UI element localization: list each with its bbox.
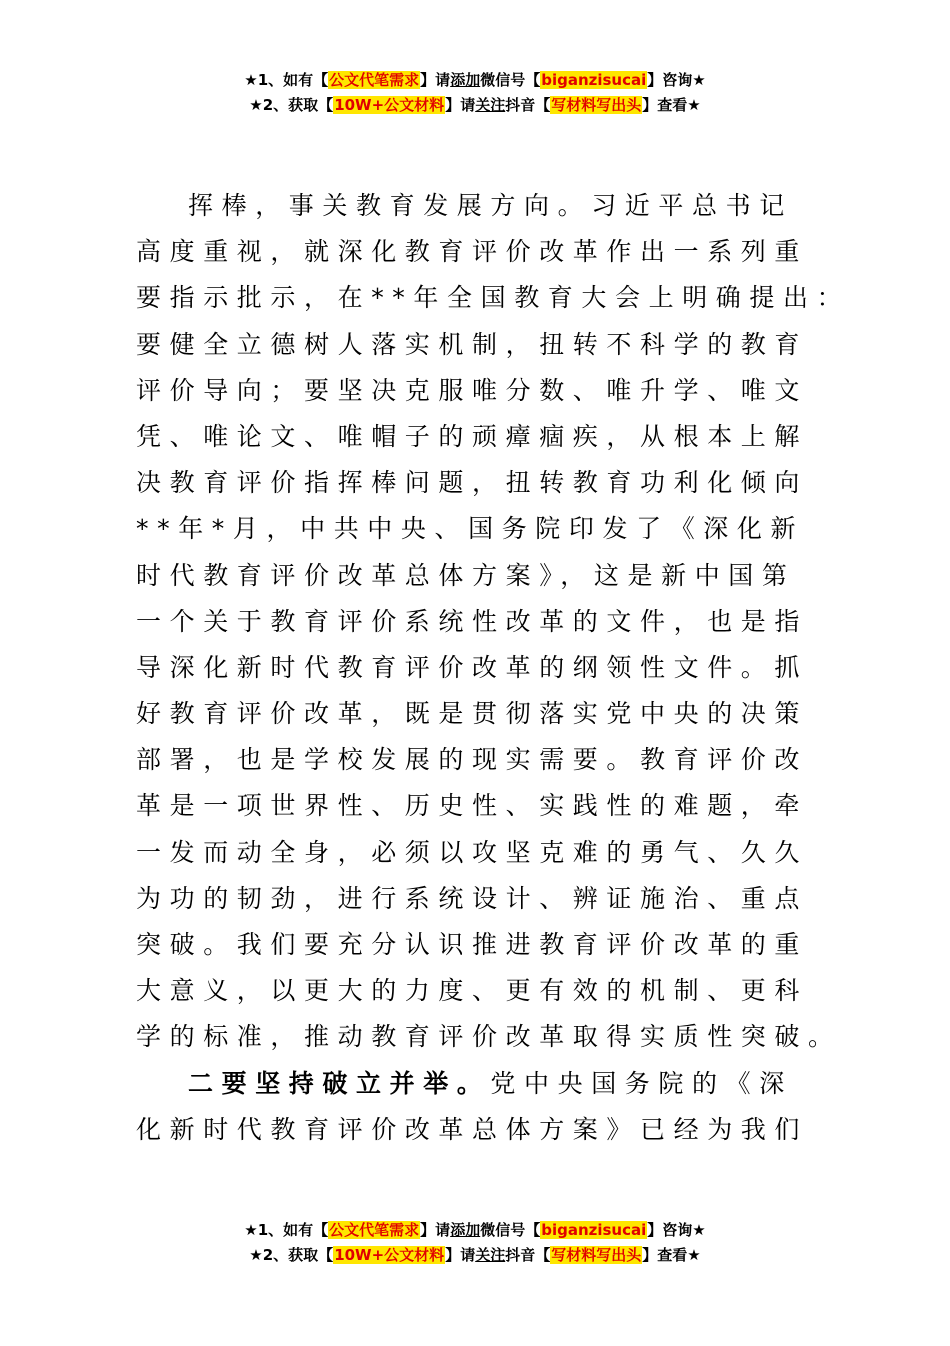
body-line: 学的标准，推动教育评价改革取得实质性突破。 bbox=[136, 1022, 842, 1052]
body-line: 突破。我们要充分认识推进教育评价改革的重 bbox=[136, 930, 809, 959]
body-line: 革是一项世界性、历史性、实践性的难题，牵 bbox=[136, 791, 809, 821]
section-heading-line bbox=[136, 1061, 856, 1107]
body-line: 评价导向；要坚决克服唯分数、唯升学、唯文 bbox=[136, 375, 809, 405]
body-line: 要指示批示，在**年全国教育大会上明确提出： bbox=[136, 283, 851, 313]
banner-text: 】请 bbox=[445, 1246, 476, 1264]
banner-text: 微信号【 bbox=[480, 71, 541, 89]
body-line: 导深化新时代教育评价改革的纲领性文件。抓 bbox=[136, 652, 809, 682]
banner-underlined: 关注 bbox=[475, 96, 506, 114]
section-heading-rest: 党中央国务院的《深 bbox=[490, 1068, 793, 1098]
banner-text: 】查看★ bbox=[642, 1246, 701, 1264]
body-line: 部署，也是学校发展的现实需要。教育评价改 bbox=[136, 745, 809, 775]
banner-line-2 bbox=[0, 1243, 950, 1268]
banner-text: ★1、如有【 bbox=[244, 71, 329, 89]
banner-line-1 bbox=[0, 68, 950, 93]
body-line: 高度重视，就深化教育评价改革作出一系列重 bbox=[136, 237, 809, 267]
header-banner bbox=[0, 68, 950, 118]
banner-highlight: 公文代笔需求 bbox=[329, 1221, 420, 1239]
banner-text: ★2、获取【 bbox=[249, 1246, 334, 1264]
banner-text: 】请 bbox=[420, 71, 451, 89]
banner-line-1 bbox=[0, 1218, 950, 1243]
body-line: 凭、唯论文、唯帽子的顽瘴痼疾，从根本上解 bbox=[136, 421, 809, 451]
banner-text: 】查看★ bbox=[642, 96, 701, 114]
banner-highlight-wechat: biganzisucai bbox=[541, 71, 647, 89]
footer-banner bbox=[0, 1218, 950, 1268]
body-line: 决教育评价指挥棒问题，扭转教育功利化倾向 bbox=[136, 468, 809, 498]
banner-text: 】请 bbox=[445, 96, 476, 114]
body-line: 一个关于教育评价系统性改革的文件，也是指 bbox=[136, 606, 809, 636]
body-line: 化新时代教育评价改革总体方案》已经为我们 bbox=[136, 1114, 809, 1144]
banner-highlight: 10W+公文材料 bbox=[334, 96, 445, 114]
document-body bbox=[136, 183, 856, 1153]
body-line: 要健全立德树人落实机制，扭转不科学的教育 bbox=[136, 329, 809, 359]
body-line: 大意义，以更大的力度、更有效的机制、更科 bbox=[136, 976, 809, 1006]
banner-highlight-douyin: 写材料写出头 bbox=[551, 96, 642, 114]
banner-line-2 bbox=[0, 93, 950, 118]
banner-underlined: 添加 bbox=[450, 71, 481, 89]
body-line: 挥棒，事关教育发展方向。习近平总书记 bbox=[188, 191, 793, 220]
banner-highlight: 公文代笔需求 bbox=[329, 71, 420, 89]
banner-highlight: 10W+公文材料 bbox=[334, 1246, 445, 1264]
banner-underlined: 关注 bbox=[475, 1246, 506, 1264]
banner-underlined: 添加 bbox=[450, 1221, 481, 1239]
body-line: **年*月，中共中央、国务院印发了《深化新 bbox=[136, 514, 805, 544]
banner-text: 抖音【 bbox=[505, 1246, 551, 1264]
banner-text: ★2、获取【 bbox=[249, 96, 334, 114]
body-line: 时代教育评价改革总体方案》，这是新中国第 bbox=[136, 560, 796, 590]
body-line: 为功的韧劲，进行系统设计、辨证施治、重点 bbox=[136, 883, 809, 913]
banner-highlight-douyin: 写材料写出头 bbox=[551, 1246, 642, 1264]
banner-text: 微信号【 bbox=[480, 1221, 541, 1239]
section-heading: 二要坚持破立并举。 bbox=[188, 1068, 491, 1098]
banner-text: 抖音【 bbox=[505, 96, 551, 114]
banner-text: 】咨询★ bbox=[647, 71, 706, 89]
body-line: 好教育评价改革，既是贯彻落实党中央的决策 bbox=[136, 699, 809, 729]
banner-text: 】请 bbox=[420, 1221, 451, 1239]
body-line: 一发而动全身，必须以攻坚克难的勇气、久久 bbox=[136, 837, 809, 867]
banner-highlight-wechat: biganzisucai bbox=[541, 1221, 647, 1239]
banner-text: 】咨询★ bbox=[647, 1221, 706, 1239]
banner-text: ★1、如有【 bbox=[244, 1221, 329, 1239]
